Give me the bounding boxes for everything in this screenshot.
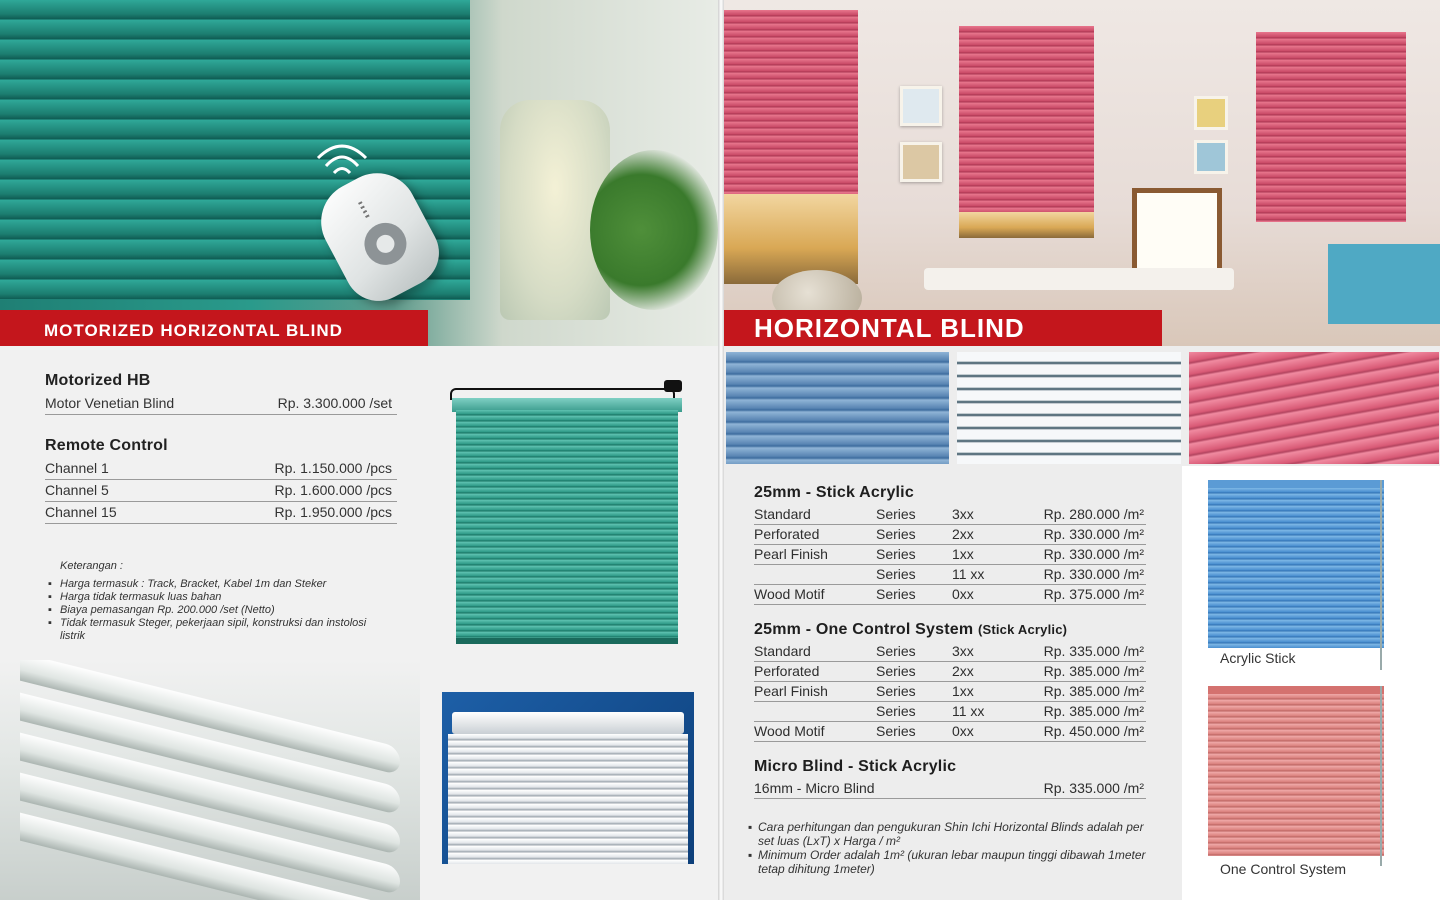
wall-picture	[900, 142, 942, 182]
spec-row: Standard Series 3xx Rp. 335.000 /m²	[754, 642, 1146, 662]
white-blind-detail-image	[957, 352, 1181, 464]
price-row: Channel 15 Rp. 1.950.000 /pcs	[45, 502, 397, 524]
spec-row: Perforated Series 2xx Rp. 330.000 /m²	[754, 525, 1146, 545]
horizontal-blind-banner	[724, 310, 1162, 346]
one-control-title: 25mm - One Control System (Stick Acrylic)	[754, 621, 1068, 638]
acrylic-stick-caption: Acrylic Stick	[1220, 650, 1296, 666]
pink-blind-detail-image	[1189, 352, 1439, 464]
note-item: ▪ Harga termasuk : Track, Bracket, Kabel 1m dan Steker	[48, 578, 388, 591]
note-item: ▪ Biaya pemasangan Rp. 200.000 /set (Netto)	[48, 604, 388, 617]
pink-blind	[724, 10, 858, 194]
spec-row: Series 11 xx Rp. 330.000 /m²	[754, 565, 1146, 585]
footnote-item: ▪ Cara perhitungan dan pengukuran Shin Ichi Horizontal Blinds adalah per set luas (LxT) x Harga / m²	[748, 820, 1148, 848]
wireless-signal-icon	[312, 140, 372, 180]
price-row: Channel 5 Rp. 1.600.000 /pcs	[45, 480, 397, 502]
white-blind-product-image	[442, 692, 694, 864]
easel	[1132, 188, 1222, 274]
note-item: ▪ Tidak termasuk Steger, pekerjaan sipil, konstruksi dan instolosi listrik	[48, 617, 388, 643]
one-control-section	[754, 621, 1146, 742]
acrylic-stick-product-image	[1208, 480, 1384, 648]
micro-blind-section	[754, 758, 1146, 799]
product-side-panel	[1182, 466, 1440, 900]
wall-picture	[1194, 140, 1228, 174]
spec-row: Standard Series 3xx Rp. 280.000 /m²	[754, 505, 1146, 525]
power-plug-icon	[664, 380, 682, 392]
one-control-product-image	[1208, 686, 1384, 856]
pink-blind	[959, 26, 1094, 212]
motorized-hb-title: Motorized HB	[45, 372, 151, 389]
motorized-banner-title: MOTORIZED HORIZONTAL BLIND	[44, 321, 343, 340]
kids-table	[924, 268, 1234, 290]
spec-row: Wood Motif Series 0xx Rp. 375.000 /m²	[754, 585, 1146, 605]
spec-row: Pearl Finish Series 1xx Rp. 330.000 /m²	[754, 545, 1146, 565]
pink-blind	[1256, 32, 1406, 222]
micro-blind-title: Micro Blind - Stick Acrylic	[754, 758, 957, 775]
motorized-hero-photo	[0, 0, 718, 346]
one-control-caption: One Control System	[1220, 861, 1347, 877]
price-row: Channel 1 Rp. 1.150.000 /pcs	[45, 458, 397, 480]
stick-acrylic-title: 25mm - Stick Acrylic	[754, 484, 914, 501]
footnote-item: ▪ Minimum Order adalah 1m² (ukuran lebar maupun tinggi dibawah 1meter tetap dihitung 1meter)	[748, 848, 1148, 876]
spec-row: Wood Motif Series 0xx Rp. 450.000 /m²	[754, 722, 1146, 742]
notes	[48, 560, 388, 643]
spec-row: Perforated Series 2xx Rp. 385.000 /m²	[754, 662, 1146, 682]
kids-room-hero-photo	[724, 0, 1440, 346]
note-item: ▪ Harga tidak termasuk luas bahan	[48, 591, 388, 604]
motorized-price-block	[45, 372, 397, 524]
plant	[590, 150, 718, 310]
price-row: Motor Venetian Blind Rp. 3.300.000 /set	[45, 393, 397, 415]
motorized-banner	[0, 310, 428, 346]
horizontal-blind-banner-title: HORIZONTAL BLIND	[754, 313, 1025, 343]
footnotes	[748, 820, 1148, 876]
spec-row: 16mm - Micro Blind Rp. 335.000 /m²	[754, 779, 1146, 799]
white-blinds-photo	[0, 660, 420, 900]
notes-heading: Keterangan :	[60, 560, 123, 572]
remote-control-title: Remote Control	[45, 437, 168, 454]
wall-picture	[900, 86, 942, 126]
stick-acrylic-section	[754, 484, 1146, 605]
left-page	[0, 0, 718, 900]
motorized-blind-product-image	[444, 380, 692, 650]
spec-row: Series 11 xx Rp. 385.000 /m²	[754, 702, 1146, 722]
blue-blind-detail-image	[726, 352, 949, 464]
wall-picture	[1194, 96, 1228, 130]
right-page	[724, 0, 1440, 900]
toy-shelf	[1328, 244, 1440, 324]
spec-row: Pearl Finish Series 1xx Rp. 385.000 /m²	[754, 682, 1146, 702]
